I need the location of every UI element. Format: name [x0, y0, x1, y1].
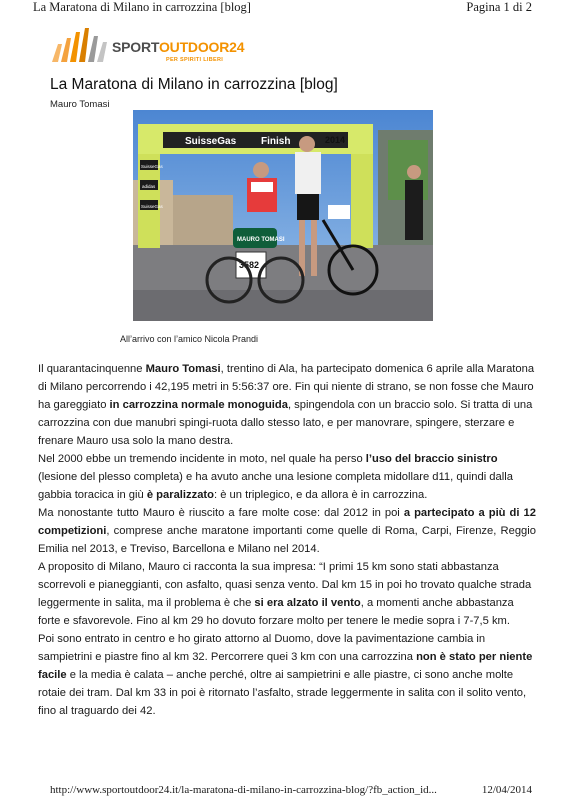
article-title: La Maratona di Milano in carrozzina [blog] — [50, 76, 338, 93]
paragraph-3: Ma nonostante tutto Mauro è riuscito a fare molte cose: dal 2012 in poi a partecipato a più di 12 competizioni, comprese anche maratone importanti come quelle di Roma, Carpi, Firenze, Reggio Emilia nel 2013, e Treviso, Barcellona e Milano nel 2014. — [38, 507, 536, 555]
page-number: Pagina 1 di 2 — [466, 0, 532, 14]
photo-caption: All’arrivo con l’amico Nicola Prandi — [120, 334, 259, 344]
logo-bars-icon — [50, 28, 110, 62]
finish-line-photo — [133, 110, 433, 321]
print-header-title: La Maratona di Milano in carrozzina [blog] — [33, 0, 251, 14]
footer-date: 12/04/2014 — [481, 784, 532, 796]
article-photo — [133, 110, 433, 321]
logo-wordmark: SPORTOUTDOOR24 — [112, 39, 245, 55]
side-label-2: adidas — [142, 184, 156, 189]
wheelchair-plate-text: MAURO TOMASI — [237, 237, 285, 243]
print-header — [33, 0, 532, 16]
banner-main-text: SuisseGas — [185, 136, 237, 147]
side-label-3: SuisseGas — [141, 204, 163, 209]
footer-url[interactable]: http://www.sportoutdoor24.it/la-maratona-di-milano-in-carrozzina-blog/?fb_action_id... — [50, 784, 437, 796]
paragraph-4: A proposito di Milano, Mauro ci racconta la sua impresa: “I primi 15 km sono stati abbastanza scorrevoli e pianeggianti, con asfalto, quasi senza vento. Dal km 15 in poi ho trovato qualche strada leggermente in salita, ma il problema è che si era alzato il vento, a momenti anche abbastanza forte e sfavorevole. Fino al km 29 ho dovuto forzare molto per tenere le medie sopra i 7-7,5 km. — [38, 561, 532, 627]
logo-tagline: PER SPIRITI LIBERI — [166, 57, 224, 63]
banner-finish-text: Finish — [261, 136, 291, 147]
side-label-1: SuisseGas — [141, 164, 163, 169]
banner-year-text: 2014 — [325, 135, 346, 145]
site-logo[interactable] — [50, 26, 250, 66]
paragraph-1: Il quarantacinquenne Mauro Tomasi, trentino di Ala, ha partecipato domenica 6 aprile alla Maratona di Milano percorrendo i 42,195 metri in 5:56:37 ore. Fin qui niente di strano, se non fosse che Mauro ha gareggiato in carrozzina normale monoguida, spingendola con un braccio solo. Si tratta di una carrozzina con due manubri spingi-ruota dallo stesso lato, e per manovrare, spingere, sterzare e frenare Mauro usa solo la mano destra. — [38, 363, 535, 447]
paragraph-2: Nel 2000 ebbe un tremendo incidente in moto, nel quale ha perso l’uso del braccio sinistro (lesione del plesso completa) e ha avuto anche una lesione completa midollare d11, quindi dalla gabbia toracica in giù è paralizzato: è un triplegico, e da allora è in carrozzina. — [38, 453, 513, 501]
bib-number-text: 3582 — [239, 260, 260, 270]
article-author: Mauro Tomasi — [50, 99, 110, 110]
article-body — [38, 360, 536, 720]
paragraph-5: Poi sono entrato in centro e ho girato attorno al Duomo, dove la pavimentazione cambia in sampietrini e piastre fino al km 32. Percorrere quei 3 km con una carrozzina non è stato per niente facile e la media è calata – anche perché, oltre ai sampietrini e alle piastre, ci sono anche molte rotaie dei tram. Dal km 33 in poi è ritornato l’asfalto, strade leggermente in salita con il solito vento, fino al traguardo dei 42. — [38, 633, 533, 717]
